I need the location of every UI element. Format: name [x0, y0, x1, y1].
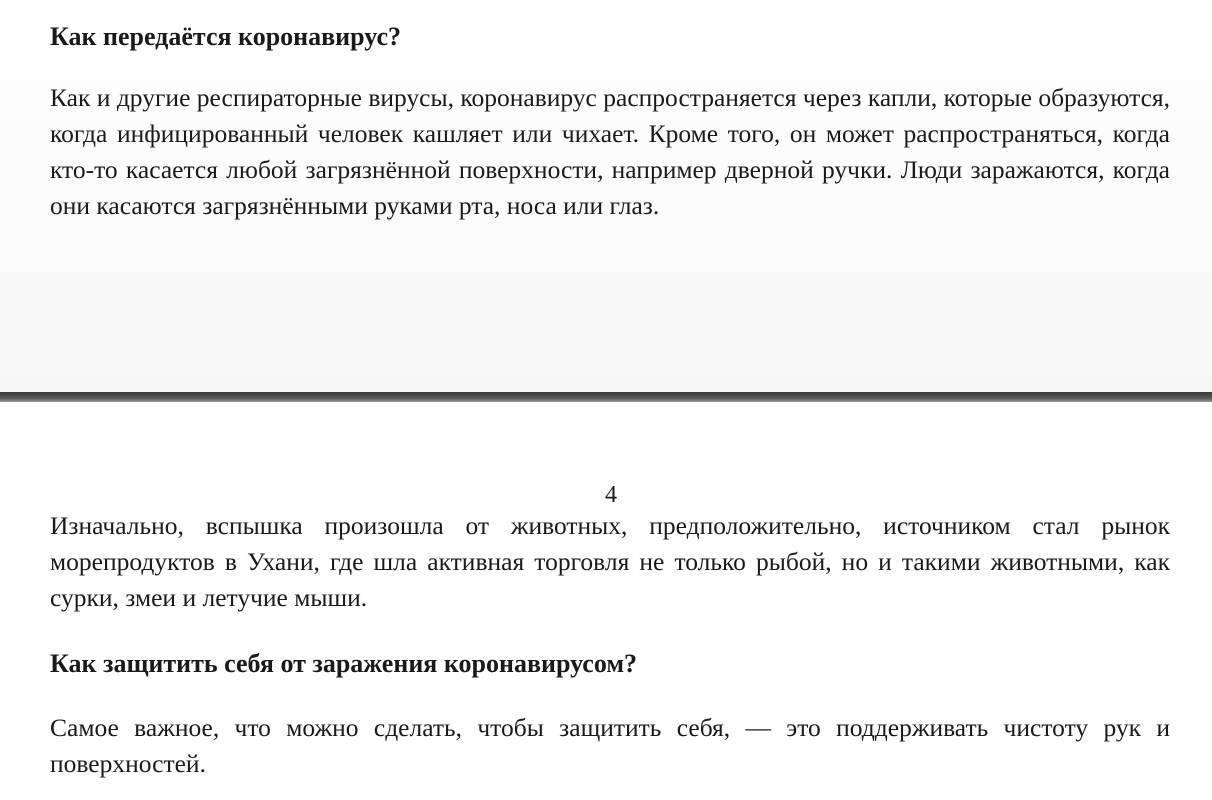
- section-heading-protection: Как защитить себя от заражения коронавирусом?: [50, 649, 638, 678]
- paragraph-protection: Самое важное, что можно сделать, чтобы защитить себя, — это поддерживать чистоту рук и поверхностей.: [50, 713, 1170, 778]
- page-separator: [0, 392, 1212, 402]
- paragraph-origin: Изначально, вспышка произошла от животных, предположительно, источником стал рынок морепродуктов в Ухани, где шла активная торговля не только рыбой, но и такими животными, как сурки, змеи и летучие мыши.: [50, 511, 1170, 612]
- page-number: 4: [605, 482, 617, 508]
- section-heading-transmission: Как передаётся коронавирус?: [50, 22, 402, 51]
- paragraph-transmission: Как и другие респираторные вирусы, коронавирус распространяется через капли, которые образуются, когда инфицированный человек кашляет или чихает. Кроме того, он может распространяться, когда кто-то касается любой загрязнённой поверхности, например дверной ручки. Люди заражаются, когда они касаются загрязнёнными руками рта, носа или глаз.: [50, 83, 1170, 220]
